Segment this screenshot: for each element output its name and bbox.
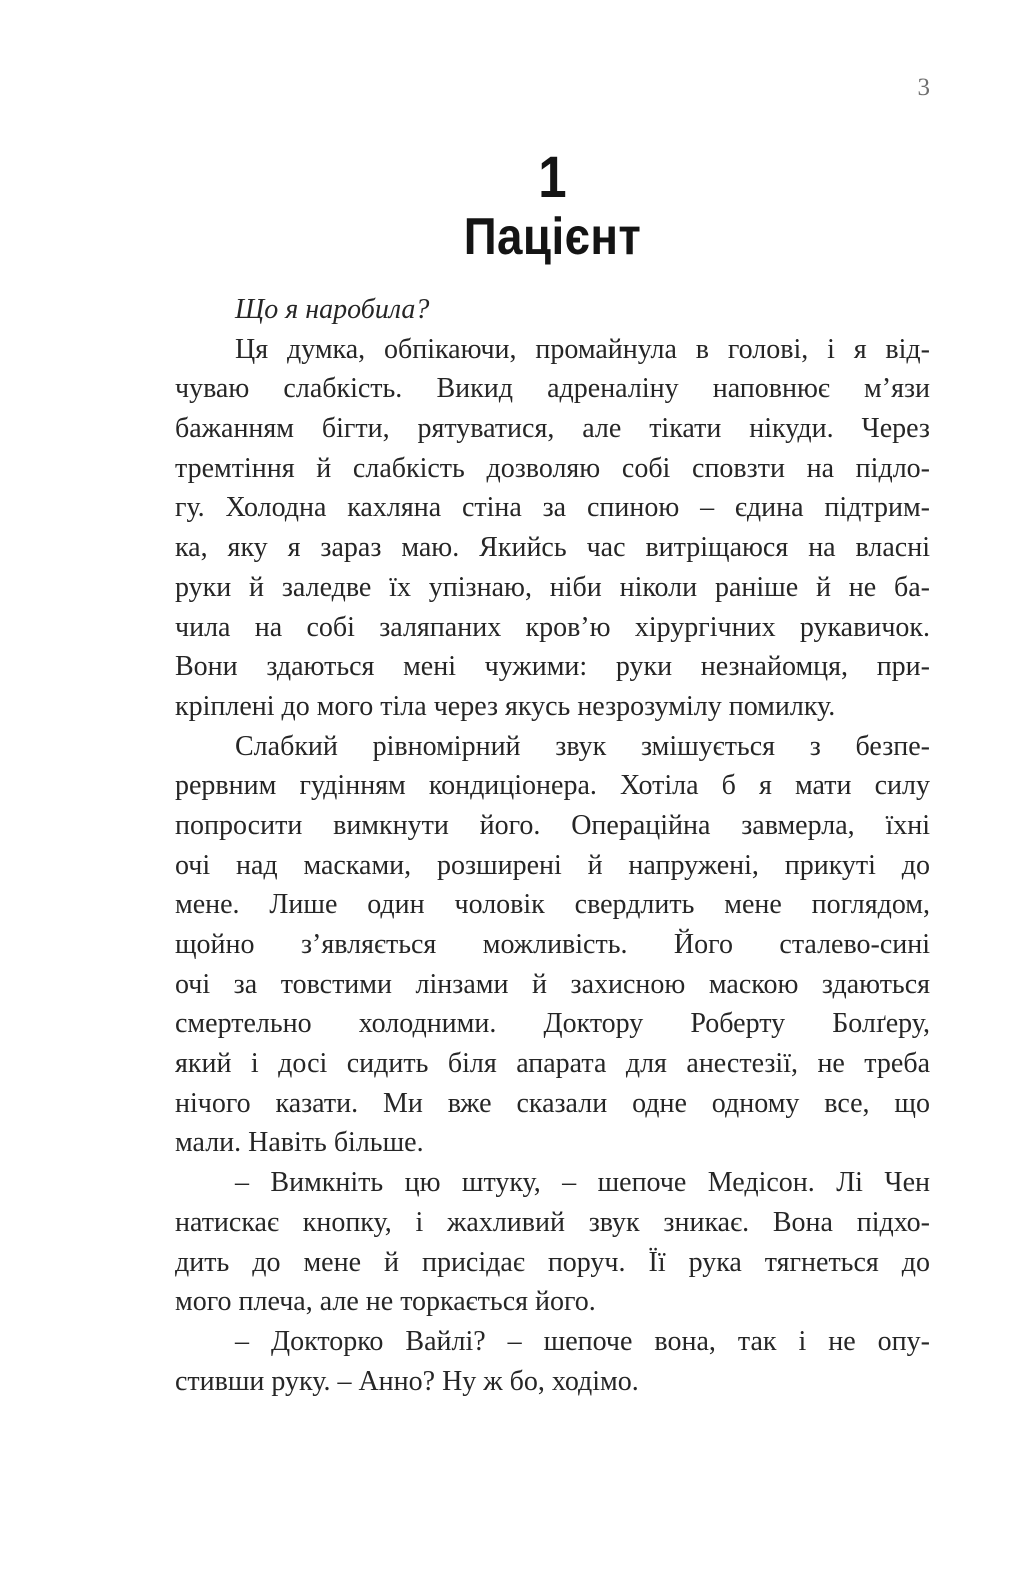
- text-line: кріплені до мого тіла через якусь незрозумілу помилку.: [175, 690, 836, 722]
- chapter-title: Пацієнт: [463, 208, 642, 266]
- text-line: Вони здаються мені чужими: руки незнайомця, при-: [175, 651, 930, 683]
- text-line: очі над масками, розширені й напружені, прикуті до: [175, 849, 930, 881]
- text-line: натискає кнопку, і жахливий звук зникає. Вона підхо-: [175, 1206, 930, 1238]
- text-line: гу. Холодна кахляна стіна за спиною – єдина підтрим-: [175, 492, 930, 524]
- text-line: Що я наробила?: [235, 294, 430, 325]
- body-text: [175, 290, 930, 1401]
- text-line: рервним гудінням кондиціонера. Хотіла б я мати силу: [175, 770, 930, 802]
- text-line: мене. Лише один чоловік свердлить мене поглядом,: [175, 889, 930, 921]
- chapter-number: 1: [538, 145, 567, 210]
- text-line: Слабкий рівномірний звук змішується з безпе-: [235, 730, 930, 762]
- text-line: смертельно холодними. Доктору Роберту Болґеру,: [175, 1008, 930, 1040]
- text-line: очі за товстими лінзами й захисною маскою здаються: [175, 968, 930, 1000]
- text-line: який і досі сидить біля апарата для анестезії, не треба: [175, 1048, 930, 1080]
- text-line: мого плеча, але не торкається його.: [175, 1286, 596, 1318]
- text-line: бажанням бігти, рятуватися, але тікати нікуди. Через: [175, 413, 930, 445]
- text-line: нічого казати. Ми вже сказали одне одному все, що: [175, 1087, 930, 1119]
- text-line: попросити вимкнути його. Операційна завмерла, їхні: [175, 809, 930, 841]
- text-line: щойно з’являється можливість. Його сталево-сині: [175, 929, 930, 960]
- text-line: – Докторко Вайлі? – шепоче вона, так і не опу-: [235, 1325, 930, 1357]
- text-line: чила на собі заляпаних кров’ю хірургічних рукавичок.: [175, 611, 930, 643]
- text-line: Ця думка, обпікаючи, промайнула в голові, і я від-: [235, 333, 930, 365]
- text-line: стивши руку. – Анно? Ну ж бо, ходімо.: [175, 1365, 639, 1397]
- page-number: 3: [917, 74, 930, 101]
- text-line: руки й заледве їх упізнаю, ніби ніколи раніше й не ба-: [175, 571, 930, 603]
- text-line: ка, яку я зараз маю. Якийсь час витріщаюся на власні: [175, 532, 930, 564]
- text-line: тремтіння й слабкість дозволяю собі сповзти на підло-: [175, 452, 930, 484]
- text-line: – Вимкніть цю штуку, – шепоче Медісон. Лі Чен: [235, 1167, 930, 1199]
- text-line: чуваю слабкість. Викид адреналіну наповнює м’язи: [175, 373, 930, 405]
- text-line: мали. Навіть більше.: [175, 1127, 424, 1159]
- text-line: дить до мене й присідає поруч. Її рука тягнеться до: [175, 1246, 930, 1278]
